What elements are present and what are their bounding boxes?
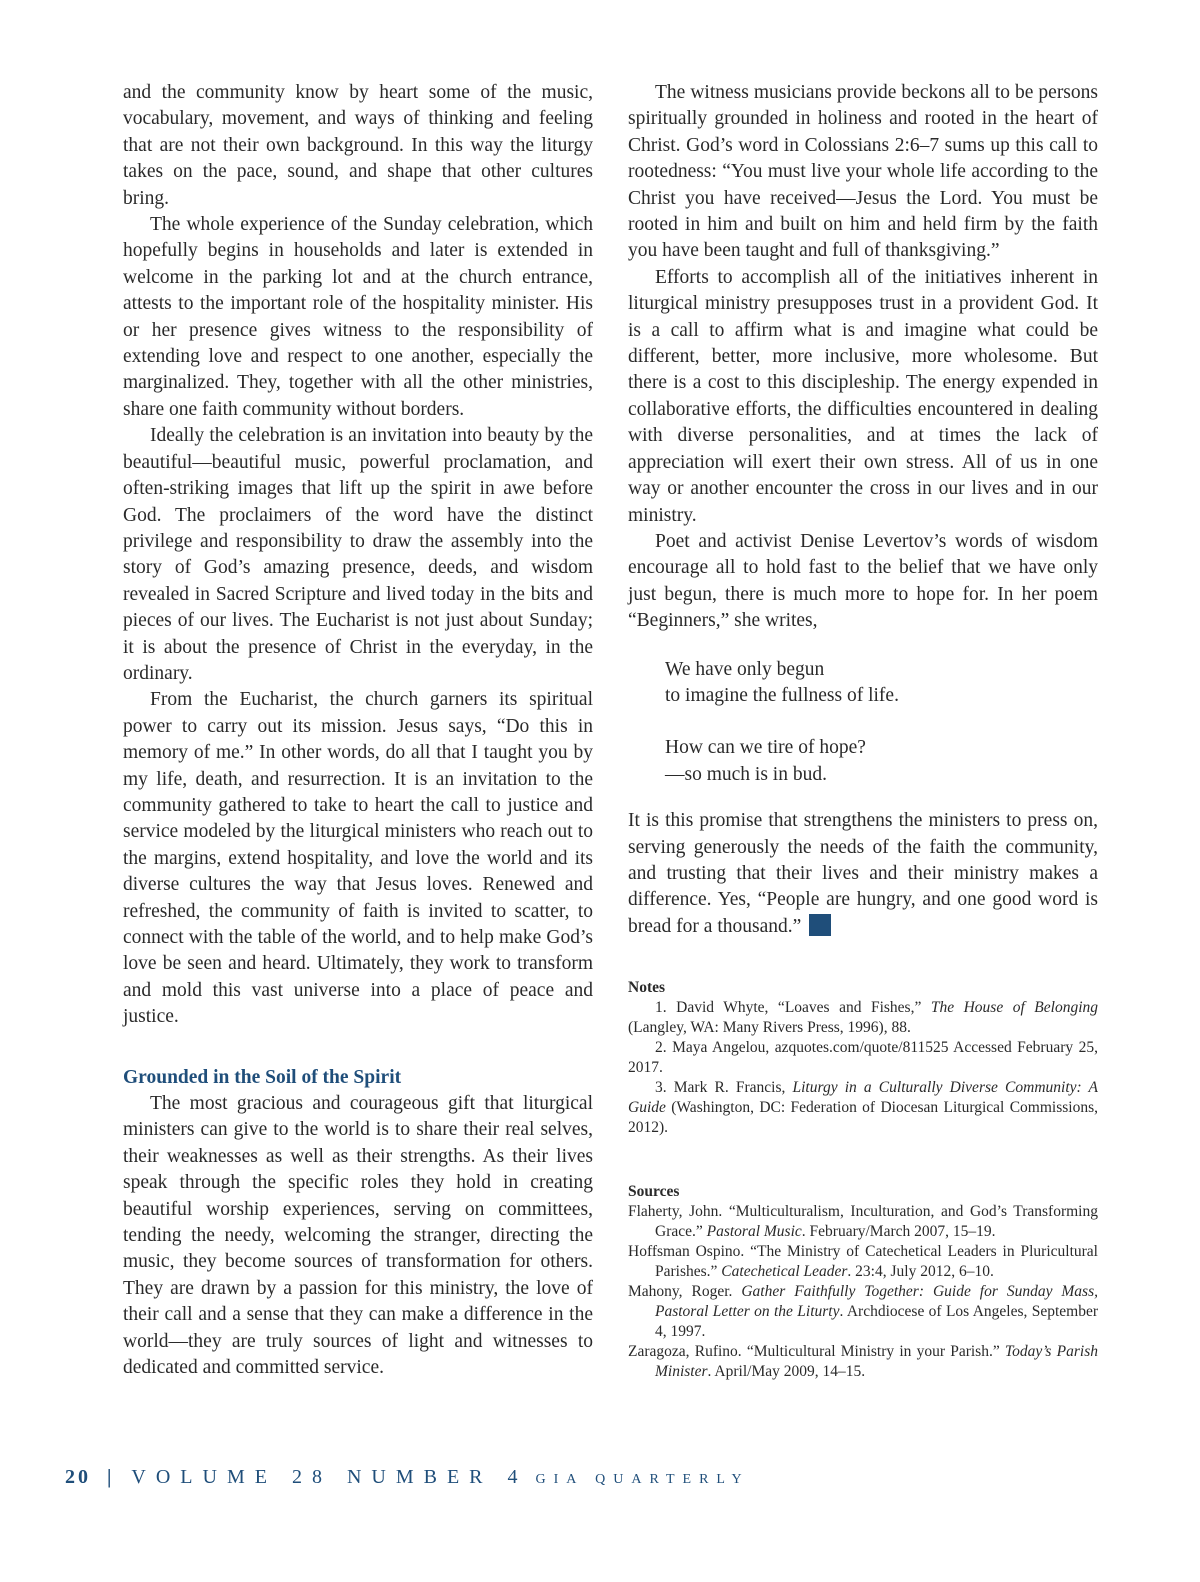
notes-heading: Notes — [628, 979, 666, 997]
closing-text: It is this promise that strengthens the ministers to press on, serving generously the needs of the faith the community, and trusting that their lives and their ministry makes a difference. Yes, “People are hungry, and one good word is bread for a thousand.” — [628, 810, 1098, 937]
footer-separator: | — [107, 1466, 112, 1488]
source-title: Gather Faithfully Together: Guide for Sunday Mass, Pastoral Letter on the Liturty — [655, 1283, 1098, 1321]
source-item — [628, 1342, 1098, 1382]
poem-stanza — [665, 657, 1098, 710]
body-paragraph: Ideally the celebration is an invitation into beauty by the beautiful—beautiful music, powerful proclamation, and often-striking images that lift up the spirit in awe before God. The proclaimers of the word have the distinct privilege and responsibility to draw the assembly into the story of God’s amazing presence, deeds, and wisdom revealed in Sacred Scripture and lived today in the bits and pieces of our lives. The Eucharist is not just about Sunday; it is about the presence of Christ in the everyday, in the ordinary. — [123, 425, 593, 684]
body-paragraph: From the Eucharist, the church garners its spiritual power to carry out its mission. Jesus says, “Do this in memory of me.” In other words, do all that I taught you by my life, death, and resurrection. It is an invitation to the community gathered to take to heart the call to justice and service modeled by the liturgical ministers who reach out to the margins, extend hospitality, and love the world and its diverse cultures the way that Jesus loves. Renewed and refreshed, the community of faith is invited to scatter, to connect with the table of the world, and to help make God’s love be seen and heard. Ultimately, they work to transform and mold this vast universe into a place of peace and justice. — [123, 689, 593, 1028]
volume-issue: VOLUME 28 NUMBER 4 — [131, 1466, 528, 1488]
note-item — [628, 1078, 1098, 1138]
section-heading: Grounded in the Soil of the Spirit — [123, 1066, 402, 1088]
body-paragraph: Poet and activist Denise Levertov’s words of wisdom encourage all to hold fast to the belief that we have only just begun, there is much more to hope for. In her poem “Beginners,” she writes, — [628, 530, 1098, 632]
source-text: Mahony, Roger. — [628, 1283, 742, 1301]
sources-heading: Sources — [628, 1183, 680, 1201]
source-text: Zaragoza, Rufino. “Multicultural Ministry in your Parish.” — [628, 1343, 1005, 1361]
note-text: (Langley, WA: Many Rivers Press, 1996), 88. — [628, 1019, 911, 1037]
note-text: 1. David Whyte, “Loaves and Fishes,” — [655, 999, 931, 1017]
poem-line: to imagine the fullness of life. — [665, 684, 899, 706]
body-paragraph: Efforts to accomplish all of the initiatives inherent in liturgical ministry presupposes trust in a provident God. It is a call to affirm what is and imagine what could be different, better, more inclusive, more wholesome. But there is a cost to this discipleship. The energy expended in collaborative efforts, the difficulties encountered in dealing with diverse personalities, and at times the lack of appreciation will exert their own stress. All of us in one way or another encounter the cross in our lives and in our ministry. — [628, 266, 1098, 526]
note-text: (Washington, DC: Federation of Diocesan Liturgical Commissions, 2012). — [628, 1099, 1098, 1137]
note-title: The House of Belonging — [930, 999, 1099, 1017]
publication-name: GIA QUARTERLY — [535, 1472, 750, 1487]
note-item: 2. Maya Angelou, azquotes.com/quote/811525 Accessed February 25, 2017. — [628, 1039, 1098, 1077]
page-footer — [65, 1464, 750, 1490]
body-paragraph: The witness musicians provide beckons all to be persons spiritually grounded in holiness and rooted in the heart of Christ. God’s word in Colossians 2:6–7 sums up this call to rootedness: “You must live your whole life according to the Christ you have received—Jesus the Lord. You must be rooted in him and built on him and held firm by the faith you have been taught and full of thanksgiving.” — [628, 82, 1098, 262]
source-text: Hoffsman Ospino. “The Ministry of Catechetical Leaders in Pluricultural Parishes.” — [628, 1243, 1098, 1281]
poem-line: How can we tire of hope? — [665, 737, 866, 759]
poem-line: —so much is in bud. — [665, 763, 827, 785]
body-paragraph: The most gracious and courageous gift that liturgical ministers can give to the world is to share their real selves, their weaknesses as well as their strengths. As their lives speak through the specific roles they hold in creating beautiful worship experiences, serving on committees, tending the needy, welcoming the stranger, directing the music, they become sources of transformation for others. They are drawn by a passion for this ministry, the love of their call and a sense that they can make a difference in the world—they are truly sources of light and witnesses to dedicated and committed service. — [123, 1093, 593, 1379]
source-item — [628, 1202, 1098, 1242]
note-title: Liturgy in a Culturally Diverse Community: A Guide — [628, 1079, 1098, 1117]
left-column — [123, 80, 593, 1382]
body-paragraph: and the community know by heart some of the music, vocabulary, movement, and ways of thinking and feeling that are not their own background. In this way the liturgy takes on the pace, sound, and shape that other cultures bring. — [123, 82, 593, 209]
source-item — [628, 1242, 1098, 1282]
source-text: . February/March 2007, 15–19. — [801, 1223, 996, 1241]
closing-paragraph — [628, 808, 1098, 940]
source-title: Catechetical Leader — [721, 1263, 848, 1281]
source-text: Flaherty, John. “Multiculturalism, Inculturation, and God’s Transforming Grace.” — [628, 1203, 1098, 1241]
poem-quote — [665, 657, 1098, 789]
body-paragraph: The whole experience of the Sunday celebration, which hopefully begins in households and later is extended in welcome in the parking lot and at the church entrance, attests to the important role of the hospitality minister. His or her presence gives witness to the responsibility of extending love and respect to one another, especially the marginalized. They, together with all the other ministries, share one faith community without borders. — [123, 214, 593, 420]
end-of-article-square-icon — [809, 914, 831, 936]
source-title: Today’s Parish Minister — [655, 1343, 1098, 1381]
source-text: . Archdiocese of Los Angeles, September 4, 1997. — [655, 1303, 1098, 1341]
source-text: . 23:4, July 2012, 6–10. — [847, 1263, 994, 1281]
source-item — [628, 1282, 1098, 1342]
source-title: Pastoral Music — [706, 1223, 802, 1241]
poem-stanza — [665, 735, 1098, 788]
source-text: . April/May 2009, 14–15. — [707, 1363, 866, 1381]
right-column — [628, 80, 1098, 1382]
page-number: 20 — [65, 1466, 91, 1488]
note-item — [628, 998, 1098, 1038]
note-text: 3. Mark R. Francis, — [655, 1079, 793, 1097]
poem-line: We have only begun — [665, 658, 825, 680]
